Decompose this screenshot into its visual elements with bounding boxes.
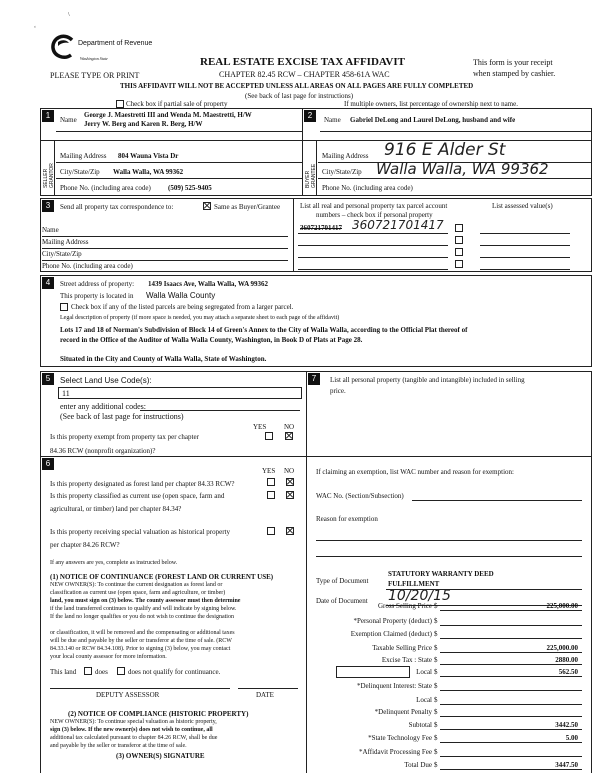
land-use-no: NO [284,423,295,431]
notice1-l8: 84.33.140 or RCW 84.34.108). Prior to signing (3) below, you may contact [50,646,231,652]
land-does-checkbox[interactable] [84,667,92,675]
segregated-checkbox[interactable] [60,303,68,311]
personal-property-1: List all personal property (tangible and intangible) included in selling [330,376,525,384]
buyer-mailing-handwritten: 916 E Alder St [384,140,506,160]
street-address: 1439 Isaacs Ave, Walla Walla, WA 99362 [148,280,269,288]
corr-name-label: Name [42,226,59,234]
exempt-no-checkbox[interactable] [285,432,293,440]
fin-label-8: *Delinquent Penalty [374,708,432,716]
fin-label-11: *Affidavit Processing Fee [359,748,432,756]
same-as-buyer-label: Same as Buyer/Grantee [214,203,281,211]
parcel-header-1: List all real and personal property tax parcel account [300,202,448,210]
parcel-2-checkbox[interactable] [455,236,463,244]
deputy-assessor-label: DEPUTY ASSESSOR [96,691,160,699]
fin-underline-3 [440,652,582,653]
seller-phone-label: Phone No. (including area code) [60,184,151,192]
wac-label: WAC No. (Section/Subsection) [316,492,404,500]
section-7-number: 7 [308,373,320,385]
fin-currency-6: $ [434,682,438,690]
fin-currency-1: $ [434,617,438,625]
notice1-title: (1) NOTICE OF CONTINUANCE (FOREST LAND OR CURRENT USE) [50,573,274,581]
buyer-side-label: BUYER GRANTEE [305,163,317,188]
partial-sale-label: Check box if partial sale of property [126,100,228,108]
fin-value-12: 3447.50 [555,761,578,769]
parcel-handwritten: 360721701417 [352,218,444,232]
seller-city-label: City/State/Zip [60,168,100,176]
section-5-number: 5 [42,373,54,385]
fin-currency-10: $ [434,734,438,742]
parcel-1-checkbox[interactable] [455,224,463,232]
sec6-q2b: agricultural, or timber) land per chapter 84.34? [50,505,182,513]
fin-label-9: Subtotal [408,721,432,729]
correspondence-label: Send all property tax correspondence to: [60,203,174,211]
form-notice-sub: (See back of last page for instructions) [245,92,354,100]
fin-underline-2 [440,638,582,639]
fin-label-1: *Personal Property (deduct) [353,617,432,625]
fin-currency-11: $ [434,748,438,756]
notice2-l2: sign (3) below. If the new owner(s) does not wish to continue, all [50,727,213,733]
form-notice: THIS AFFIDAVIT WILL NOT BE ACCEPTED UNLESS ALL AREAS ON ALL PAGES ARE FULLY COMPLETED [120,82,474,90]
doc-type-1: STATUTORY WARRANTY DEED [388,570,494,578]
fin-label-10: *State Technology Fee [368,734,432,742]
notice2-l4: and payable by the seller or transferor at the time of sale. [50,743,187,749]
historic-no-checkbox[interactable] [286,527,294,535]
buyer-phone-label: Phone No. (including area code) [322,184,413,192]
seller-mailing: 804 Wauna Vista Dr [118,152,179,160]
land-does-label-3: does not qualify for continuance. [128,668,221,676]
fin-label-2: Exemption Claimed (deduct) [350,630,432,638]
doc-date-label: Date of Document [316,597,368,605]
fin-underline-1 [440,625,582,626]
fin-underline-8 [440,716,582,717]
land-does-label-1: This land [50,668,77,676]
seller-phone: (509) 525-9405 [168,184,212,192]
fin-value-5: 562.50 [558,668,578,676]
land-use-label: Select Land Use Code(s): [60,376,152,385]
deputy-date-label: DATE [256,691,274,699]
fin-label-5: Local [416,668,432,676]
doc-type-label: Type of Document [316,577,369,585]
exempt-q2: 84.36 RCW (nonprofit organization)? [50,447,156,455]
buyer-name: Gabriel DeLong and Laurel DeLong, husband and wife [350,116,516,124]
notice1-l9: your local county assessor for more information. [50,654,167,660]
fin-underline-12 [440,769,582,770]
fin-label-12: Total Due [404,761,432,769]
fin-currency-9: $ [434,721,438,729]
corr-mailing-label: Mailing Address [42,238,89,246]
land-does-not-checkbox[interactable] [117,667,125,675]
fin-underline-4 [440,664,582,665]
notice1-l6: or classification, it will be removed and the compensating or additional taxes [50,630,235,636]
fin-currency-8: $ [434,708,438,716]
fin-currency-7: $ [434,696,438,704]
notice3-title: (3) OWNER(S) SIGNATURE [116,752,205,760]
seller-name-1: George J. Maestretti III and Wenda M. Maestretti, H/W [84,111,252,119]
section-1-number: 1 [42,110,54,122]
multiple-owners-note: If multiple owners, list percentage of ownership next to name. [344,100,518,108]
reason-label: Reason for exemption [316,515,378,523]
section-6-number: 6 [42,458,54,470]
land-use-yes: YES [253,423,267,431]
fin-underline-11 [440,756,582,757]
land-use-code-input[interactable] [58,387,302,399]
buyer-mailing-label: Mailing Address [322,152,369,160]
buyer-city-label: City/State/Zip [322,168,362,176]
current-use-yes-checkbox[interactable] [267,491,275,499]
notice2-l3: additional tax calculated pursuant to chapter 84.26 RCW, shall be due [50,735,218,741]
fin-underline-6 [440,690,582,691]
fin-currency-4: $ [434,656,438,664]
assessed-header: List assessed value(s) [492,202,553,210]
fin-label-0: Gross Selling Price [377,602,432,610]
fin-underline-0 [440,610,582,611]
located-label: This property is located in [60,292,134,300]
exempt-q1: Is this property exempt from property tax per chapter [50,433,199,441]
notice2-l1: NEW OWNER(S): To continue special valuation as historic property, [50,719,217,725]
notice1-l2: classification as current use (open space, farm and agriculture, or timber) [50,590,226,596]
fin-underline-9 [440,729,582,730]
personal-property-2: price. [330,387,346,395]
notice1-l4: if the land transferred continues to qualify and will indicate by signing below. [50,606,237,612]
fin-underline-10 [440,742,582,743]
seller-city: Walla Walla, WA 99362 [113,168,184,176]
form-title: REAL ESTATE EXCISE TAX AFFIDAVIT [200,56,405,68]
fin-label-3: Taxable Selling Price [372,644,432,652]
sec6-q3a: Is this property receiving special valuation as historical property [50,528,231,536]
current-use-no-checkbox[interactable] [286,491,294,499]
doc-type-2: FULFILLMENT [388,580,440,588]
parcel-header-2: numbers – check box if personal property [316,211,433,219]
notice1-l7: will be due and payable by the seller or transferor at the time of sale. (RCW [50,638,232,644]
parcel-struck: 360721701417 [300,224,342,232]
same-as-buyer-checkbox[interactable] [203,202,211,210]
sec6-yes: YES [262,467,276,475]
buyer-city-handwritten: Walla Walla, WA 99362 [376,160,549,178]
legal-line-3: Situated in the City and County of Walla Walla, State of Washington. [60,355,267,363]
segregated-label: Check box if any of the listed parcels are being segregated from a larger parcel. [71,303,294,311]
section-3-number: 3 [42,200,54,212]
fin-value-3: 225,000.00 [546,644,578,652]
fin-label-7: Local [416,696,432,704]
exempt-yes-checkbox[interactable] [265,432,273,440]
additional-codes-label: enter any additional codes: [60,402,146,411]
corner-mark-2: \ [68,12,70,18]
local-tax-box[interactable] [336,666,410,678]
section-4-number: 4 [42,277,54,289]
notice2-title: (2) NOTICE OF COMPLIANCE (HISTORIC PROPERTY) [68,710,249,718]
corr-city-label: City/State/Zip [42,250,82,258]
sec6-q1: Is this property designated as forest land per chapter 84.33 RCW? [50,480,235,488]
sec6-no: NO [284,467,295,475]
section-2-number: 2 [304,110,316,122]
notice1-l1: NEW OWNER(S): To continue the current designation as forest land or [50,582,223,588]
fin-currency-5: $ [434,668,438,676]
seller-name-label: Name [60,116,77,124]
land-does-label-2: does [95,668,108,676]
fin-underline-7 [440,704,582,705]
please-type: PLEASE TYPE OR PRINT [50,71,140,80]
fin-value-10: 5.00 [565,734,578,742]
notice1-l3: land, you must sign on (3) below. The county assessor must then determine [50,598,241,604]
corr-phone-label: Phone No. (including area code) [42,262,133,270]
fin-label-4: Excise Tax : State [381,656,432,664]
fin-currency-12: $ [434,761,438,769]
sec6-q2a: Is this property classified as current use (open space, farm and [50,492,225,500]
fin-value-0: 225,000.00 [546,602,578,610]
forest-no-checkbox[interactable] [286,478,294,486]
sec6-if-yes: If any answers are yes, complete as instructed below. [50,560,178,566]
seller-mailing-label: Mailing Address [60,152,107,160]
land-use-code: 11 [62,389,70,398]
corner-mark: ‘ [34,26,36,32]
sec6-q3b: per chapter 84.26 RCW? [50,541,120,549]
located-county: Walla Walla County [146,291,216,300]
notice1-l5: If the land no longer qualifies or you do not wish to continue the designation [50,614,234,620]
legal-label: Legal description of property (if more space is needed, you may attach a separate sheet to each page of the affidavit) [60,315,340,321]
parcel-3-checkbox[interactable] [455,248,463,256]
fin-underline-5 [440,676,582,677]
fin-currency-2: $ [434,630,438,638]
fin-value-4: 2880.00 [555,656,578,664]
fin-value-9: 3442.50 [555,721,578,729]
form-chapter: CHAPTER 82.45 RCW – CHAPTER 458-61A WAC [219,70,390,79]
department-of-revenue-logo [50,34,74,60]
logo-department: Department of Revenue [78,40,153,47]
parcel-4-checkbox[interactable] [455,260,463,268]
legal-line-1: Lots 17 and 18 of Norman's Subdivision of Block 14 of Green's Annex to the City of Walla Walla, according to the Official Plat thereof of [60,326,468,334]
fin-currency-3: $ [434,644,438,652]
street-label: Street address of property: [60,280,135,288]
doc-date-handwritten: 10/20/15 [388,588,451,604]
logo-sub: Washington State [80,56,108,61]
receipt-line-1: This form is your receipt [473,58,553,67]
buyer-name-label: Name [324,116,341,124]
fin-label-6: *Delinquent Interest: State [356,682,432,690]
fin-currency-0: $ [434,602,438,610]
land-use-see-back: (See back of last page for instructions) [60,412,184,421]
partial-sale-checkbox[interactable] [116,100,124,108]
receipt-line-2: when stamped by cashier. [473,69,556,78]
legal-line-2: record in the Office of the Auditor of Walla Walla County, Washington, in Book D of Plats at Page 28. [60,336,363,344]
historic-yes-checkbox[interactable] [267,527,275,535]
exemption-label: If claiming an exemption, list WAC number and reason for exemption: [316,468,514,476]
forest-yes-checkbox[interactable] [267,478,275,486]
seller-side-label: SELLER GRANTOR [43,163,55,188]
seller-name-2: Jerry W. Berg and Karen R. Berg, H/W [84,120,203,128]
